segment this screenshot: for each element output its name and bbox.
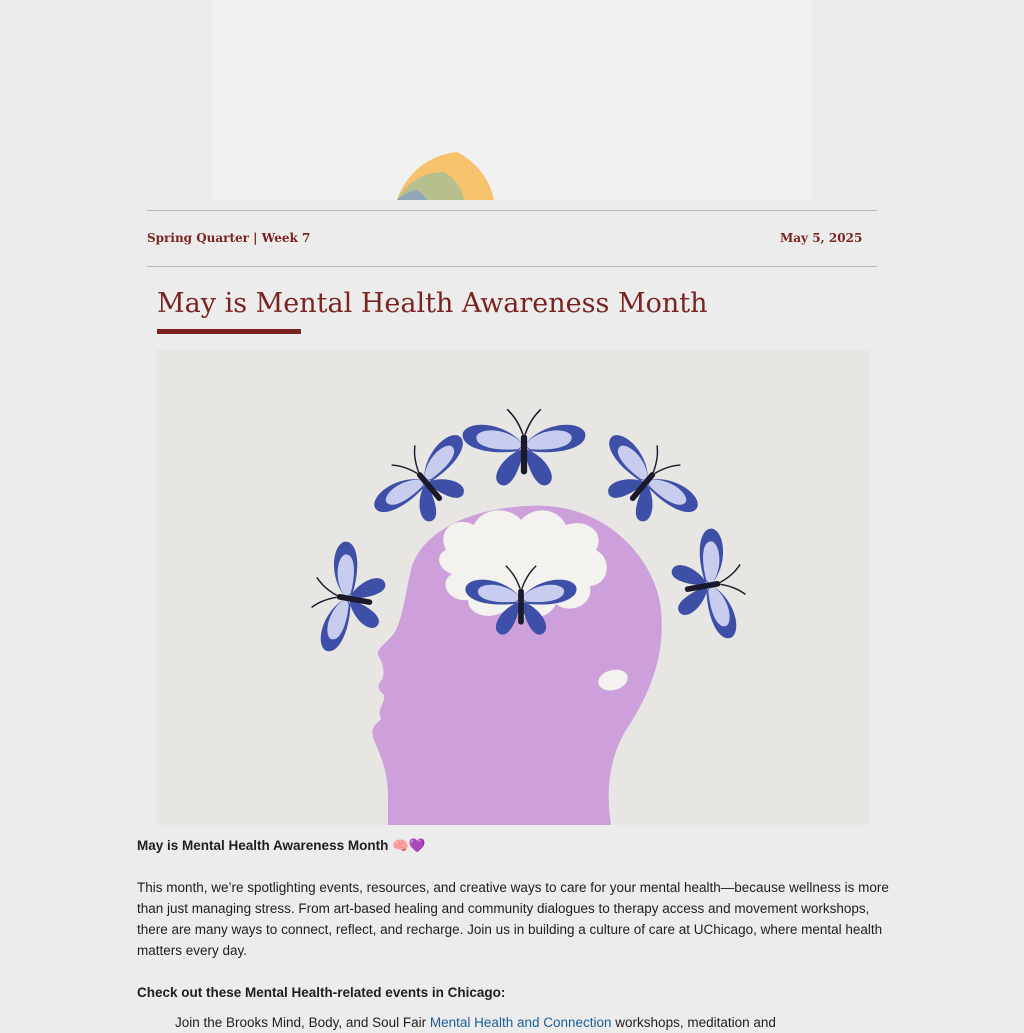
rainbow-logo-icon — [212, 0, 812, 200]
events-heading: Check out these Mental Health-related events in Chicago: — [137, 985, 506, 1000]
article-lead: May is Mental Health Awareness Month 🧠💜 — [137, 838, 426, 853]
list-item-suffix: workshops, meditation and — [615, 1015, 776, 1030]
title-underline — [157, 329, 301, 334]
article-paragraph: This month, we’re spotlighting events, resources, and creative ways to care for your mental health—because wellness is more than just managing stress. From art-based healing and community dialogues to therapy access and movement workshops, there are many ways to connect, reflect, and recharge. Join us in building a culture of care at UChicago, where mental health matters every day. — [137, 880, 889, 958]
quarter-week-label: Spring Quarter | Week 7 — [147, 231, 311, 245]
article-title: May is Mental Health Awareness Month — [157, 288, 708, 319]
issue-date: May 5, 2025 — [780, 231, 863, 245]
hero-image — [156, 350, 869, 825]
header-divider — [147, 266, 877, 267]
list-item-text: Join the Brooks Mind, Body, and Soul Fair — [175, 1015, 427, 1030]
list-item — [175, 1012, 905, 1033]
top-divider — [147, 210, 877, 211]
newsletter-banner — [212, 0, 812, 200]
mental-health-link[interactable]: Mental Health and Connection — [429, 1015, 612, 1030]
